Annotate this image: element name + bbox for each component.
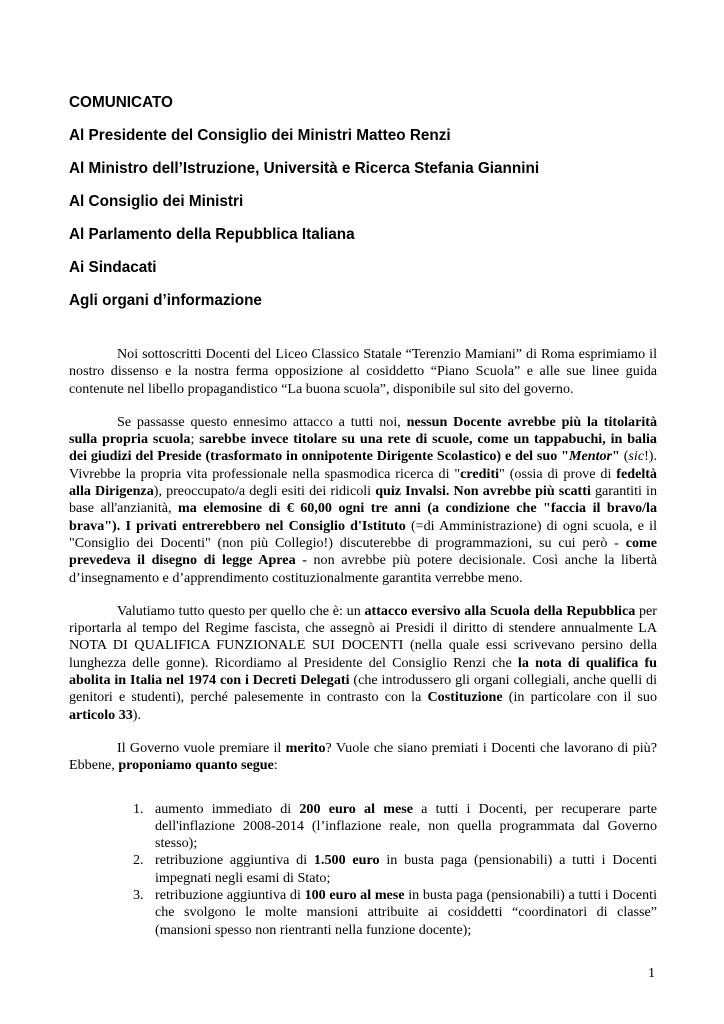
- addressee-parliament: Al Parlamento della Repubblica Italiana: [69, 226, 355, 243]
- bold-run: 1.500 euro: [313, 852, 380, 869]
- addressee-prime-minister: Al Presidente del Consiglio dei Ministri Matteo Renzi: [69, 127, 451, 144]
- bold-run: 100 euro al mese: [304, 887, 405, 904]
- bold-run: ": [612, 448, 620, 465]
- bold-run: crediti: [460, 465, 500, 482]
- bold-run: nessun Docente avrebbe più la titolarità sulla propria scuola: [69, 413, 657, 448]
- text-run: ? Vuole che siano premiati i Docenti che lavorano di più? Ebbene,: [69, 739, 657, 774]
- bold-run: sarebbe invece titolare su una rete di scuole, come un tappabuchi, in balia dei giudizi del Preside (trasformato in onnipotente Dirigente Scolastico) e del suo ": [69, 431, 657, 465]
- communique-title: COMUNICATO: [69, 94, 173, 111]
- bold-run: merito: [285, 739, 326, 756]
- addressee-block: [69, 94, 669, 325]
- letter-body: [69, 346, 657, 939]
- bold-italic-run: Mentor: [568, 448, 613, 465]
- paragraph-merit: [69, 740, 657, 775]
- addressee-council-of-ministers: Al Consiglio dei Ministri: [69, 193, 244, 210]
- text-run: retribuzione aggiuntiva di: [155, 887, 305, 904]
- text-run: (: [619, 448, 629, 465]
- bold-run: come prevedeva il disegno di legge Aprea -: [69, 534, 657, 569]
- text-run: Noi sottoscritti Docenti del Liceo Classico Statale “Terenzio Mamiani” di Roma esprimiamo il nostro dissenso e la nostra ferma opposizione al cosiddetto “Piano Scuola” e alle sue linee guida contenute nel libello propagandistico “La buona scuola”, disponibile sul sito del governo.: [69, 346, 657, 397]
- list-item: [69, 887, 657, 939]
- text-run: garantiti in base all'anzianità,: [69, 483, 657, 517]
- text-run: non avrebbe più potere decisionale. Così anche la libertà d’insegnamento e d’apprendimento costituzionalmente garantita verrebbe meno.: [69, 552, 657, 586]
- text-run: ).: [132, 706, 142, 723]
- bold-run: quiz Invalsi. Non avrebbe più scatti: [375, 483, 591, 500]
- text-run: Se passasse questo ennesimo attacco a tutti noi,: [117, 413, 407, 430]
- paragraph-consequences: [69, 414, 657, 587]
- addressee-media: Agli organi d’informazione: [69, 292, 262, 309]
- text-run: in busta paga (pensionabili) a tutti i Docenti che svolgono le molte mansioni attribuite ai cosiddetti “coordinatori di classe” (mansioni spesso non rientranti nella funzione docente);: [155, 887, 658, 938]
- bold-run: articolo 33: [69, 706, 133, 723]
- addressee-unions: Ai Sindacati: [69, 259, 157, 276]
- text-run: aumento immediato di: [155, 800, 300, 817]
- text-run: ), preoccupato/a degli esiti dei ridicoli: [153, 483, 376, 500]
- bold-run: attacco eversivo alla Scuola della Repubblica: [364, 602, 636, 619]
- list-item: [69, 852, 657, 887]
- text-run: in busta paga (pensionabili) a tutti i Docenti impegnati negli esami di Stato;: [155, 852, 657, 886]
- proposals-list: [69, 801, 657, 939]
- text-run: Il Governo vuole premiare il: [117, 739, 286, 756]
- paragraph-intro: [69, 346, 657, 398]
- text-run: !). Vivrebbe la propria vita professionale nella spasmodica ricerca di ": [69, 448, 657, 482]
- text-run: " (ossia di prove di: [499, 465, 617, 482]
- text-run: retribuzione aggiuntiva di: [155, 852, 314, 869]
- text-run: (che introdussero gli organi collegiali, anche quelli di genitori e studenti), perché palesemente in contrasto con la: [69, 672, 657, 706]
- page-number: 1: [648, 965, 656, 981]
- italic-run: sic: [628, 448, 645, 465]
- bold-run: 200 euro al mese: [299, 800, 413, 817]
- text-run: Valutiamo tutto questo per quello che è: un: [117, 602, 365, 619]
- text-run: :: [273, 757, 278, 774]
- text-run: per riportarla al tempo del Regime fascista, che assegnò ai Presidi il diritto di stendere annualmente LA NOTA DI QUALIFICA FUNZIONALE SUI DOCENTI (nella quale essi scrivevano persino della lunghezza delle gonne). Ricordiamo al Presidente del Consiglio Renzi che: [69, 602, 657, 671]
- text-run: (in particolare con il suo: [502, 689, 657, 706]
- text-run: a tutti i Docenti, per recuperare parte dell'inflazione 2008-2014 (l’inflazione reale, non quella programmata dal Governo stesso);: [155, 800, 658, 852]
- list-item: [69, 801, 657, 853]
- bold-run: fedeltà alla Dirigenza: [69, 465, 657, 500]
- list-number: 3.: [133, 887, 144, 904]
- text-run: ;: [190, 431, 200, 448]
- bold-run: Costituzione: [427, 689, 503, 706]
- text-run: (=di Amministrazione) di ogni scuola, e il "Consiglio dei Docenti" (non più Collegio!) discuterebbe di programmazioni, su cui però -: [69, 517, 658, 551]
- bold-run: proponiamo quanto segue: [118, 757, 274, 774]
- list-number: 2.: [133, 852, 144, 869]
- bold-run: la nota di qualifica fu abolita in Italia nel 1974 con i Decreti Delegati: [69, 654, 658, 689]
- bold-run: ma elemosine di € 60,00 ogni tre anni (a condizione che "faccia il bravo/la brava"). I privati entrerebbero nel Consiglio d'Istituto: [69, 500, 658, 534]
- addressee-education-minister: Al Ministro dell’Istruzione, Università e Ricerca Stefania Giannini: [69, 160, 540, 177]
- list-number: 1.: [133, 800, 144, 817]
- paragraph-fascist-era: [69, 603, 657, 724]
